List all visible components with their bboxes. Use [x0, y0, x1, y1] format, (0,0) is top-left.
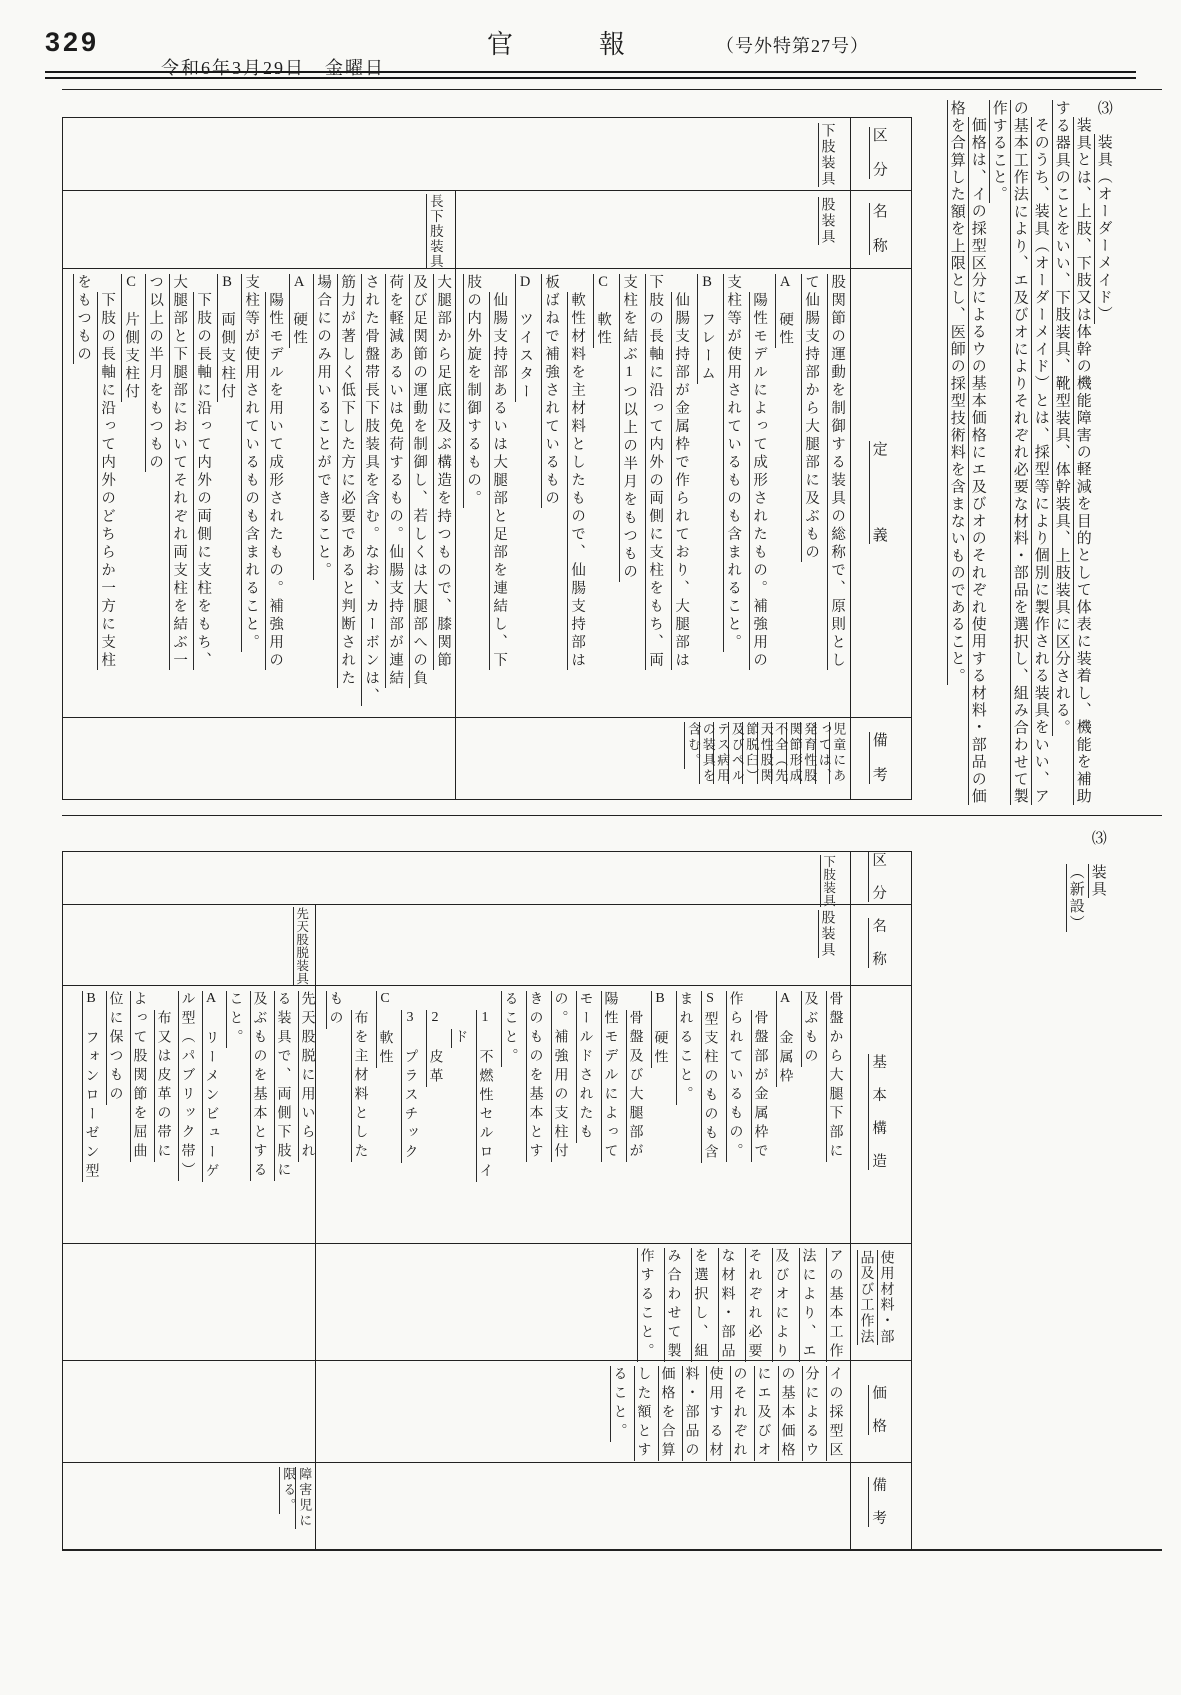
t1-row1-teigi-line	[542, 274, 560, 508]
t1-row1-biko-text: 児童にあ	[831, 722, 847, 784]
t1-line-h3	[62, 717, 912, 718]
masthead-weekday: 金曜日	[325, 58, 385, 78]
t1-row1-teigi-text: 支柱を結ぶ1つ以上の半月をもつもの	[621, 274, 638, 582]
ordermade-intro-line	[989, 100, 1008, 203]
t1-row1-biko-line	[729, 722, 745, 784]
t1-row1-teigi-text: 仙腸支持部あるいは大腿部と足部を連結し、下	[491, 292, 508, 670]
t2-row1-kihon-line	[326, 991, 344, 1029]
t1-row2-teigi-text: 陽性モデルを用いて成形されたもの。補強用の	[267, 292, 284, 670]
page-number: 329	[45, 27, 100, 57]
ordermade-intro-text: そのうち、装具（オーダーメイド）とは、採型等により個別に製作される装具をいい、ア	[1032, 117, 1049, 806]
t2-row1-kihon-line	[551, 991, 569, 1162]
t2-row1-kihon-line	[401, 991, 419, 1163]
t2-row2-kihon-text: 先天股脱に用いられ	[299, 991, 315, 1162]
t1-header-meisho-text: 名 称	[870, 203, 887, 255]
t2-line-h2	[62, 985, 912, 986]
t1-row2-teigi-line	[74, 274, 92, 364]
t1-row1-biko-text: 関節形成	[787, 722, 803, 784]
t2-header-biko-text: 備 考	[870, 1477, 887, 1527]
t2-row2-kihon-line	[106, 991, 124, 1105]
t1-row2-teigi-line	[122, 274, 140, 402]
ordermade-intro-text: 格を合算した額を上限とし、医師の採型技術料を含まないものであること。	[948, 100, 965, 685]
t1-header-kubun-text: 区 分	[870, 127, 887, 179]
t2-row1-kihon-text: 布を主材料とした	[352, 1010, 368, 1162]
t1-header-teigi-line	[869, 441, 888, 544]
shinsetsu-heading-line	[1066, 830, 1085, 932]
t2-header-zairyo-line	[877, 1250, 895, 1345]
t1-row1-teigi-text: A 硬性	[777, 274, 794, 348]
t2-row1-kihon-line	[526, 991, 544, 1162]
t2-row1-kihon-text: まれること。	[677, 991, 693, 1105]
shinsetsu-heading-text: 装具	[1089, 864, 1106, 898]
t1-header-biko-line	[869, 732, 888, 784]
t2-line-header-col	[850, 851, 851, 1550]
t1-row1-teigi-text: 板ばねで補強されているもの	[543, 274, 560, 508]
t1-row1-biko-text: テス病用	[715, 722, 731, 784]
t1-row1-teigi-text: 肢の内外旋を制御するもの。	[465, 274, 482, 508]
t2-row1-kakaku-text: ること。	[611, 1366, 627, 1442]
t2-row1-zairyo-line	[691, 1248, 709, 1362]
t2-row1-kihon-line	[801, 991, 819, 1067]
t2-row1-name-line	[818, 910, 836, 958]
t1-kubun-value-text: 下肢装具	[819, 123, 835, 187]
t2-row2-biko-text: 障害児に	[297, 1467, 313, 1529]
t2-row2-kihon-line	[226, 991, 244, 1048]
t1-row2-teigi-line	[386, 274, 404, 688]
t1-row1-biko-line	[685, 722, 701, 769]
t1-row1-teigi-line	[828, 274, 846, 670]
t2-row2-kihon-line	[202, 991, 220, 1182]
ordermade-intro-text: 装具（オーダーメイド）	[1095, 134, 1112, 324]
t1-row1-teigi-line	[464, 274, 482, 508]
t1-row2-teigi-line	[362, 274, 380, 706]
t1-row1-teigi-line	[672, 274, 690, 670]
t2-row2-name-text: 先天股脱装具	[294, 907, 309, 985]
t2-row1-kakaku-text: 使用する材	[707, 1366, 723, 1461]
t2-row1-kakaku-line	[658, 1366, 676, 1461]
t2-line-h3	[62, 1243, 912, 1244]
t1-row1-biko-text: 発育性股	[802, 722, 818, 784]
t2-row1-kihon-line	[376, 991, 394, 1068]
ordermade-intro-line	[947, 100, 966, 685]
t1-row1-teigi-text: B フレーム	[699, 274, 716, 384]
t2-row1-kihon-text: A 金属枠	[777, 991, 793, 1087]
t2-header-biko-line	[869, 1477, 887, 1527]
t2-line-h5	[62, 1462, 912, 1463]
t2-row1-zairyo-text: それぞれ必要	[746, 1248, 762, 1362]
t1-row1-teigi-line	[750, 274, 768, 670]
t2-row1-kihon-text: 骨盤及び大腿部が	[627, 1010, 643, 1162]
t2-row1-zairyo-text: 及びオにより	[773, 1248, 789, 1362]
t2-row2-kihon-line	[274, 991, 292, 1181]
t2-row1-kihon-line	[351, 991, 369, 1162]
t1-row1-biko-text: 天性股関	[758, 722, 774, 784]
t1-row2-name-text: 長下肢装具	[427, 194, 443, 269]
t1-row2-teigi-text: 場合にのみ用いることができること。	[315, 274, 332, 580]
t2-row1-kihon-line	[501, 991, 519, 1067]
t2-kubun-value-line	[820, 855, 836, 907]
t2-row2-kihon-text: 及ぶものを基本とする	[251, 991, 267, 1181]
t1-row1-teigi-text: D ツイスター	[517, 274, 534, 402]
t1-kubun-value-line	[818, 123, 836, 187]
t2-row2-kihon-text: 位に保つもの	[107, 991, 123, 1105]
t2-row1-kihon-text: 3 プラスチック	[402, 1010, 418, 1163]
t2-row1-kakaku-line	[706, 1366, 724, 1461]
t2-row1-zairyo-text: アの基本工作	[827, 1248, 843, 1362]
ordermade-intro-text: する器具のことをいい、下肢装具、靴型装具、体幹装具、上肢装具に区分される。	[1053, 100, 1070, 737]
t1-line-h2	[62, 268, 912, 269]
t1-row2-teigi-line	[314, 274, 332, 580]
t1-line-header-col	[850, 117, 851, 800]
t2-row1-kihon-line	[426, 991, 444, 1087]
t2-row1-kakaku-text: 料・部品の	[683, 1366, 699, 1461]
t1-row2-teigi-text: 下肢の長軸に沿って内外のどちらか一方に支柱	[99, 292, 116, 670]
t1-row1-teigi-line	[802, 274, 820, 562]
t2-row1-zairyo-line	[772, 1248, 790, 1362]
t1-row2-teigi-text: 大腿部から足底に及ぶ構造を持つもので、膝関節	[435, 274, 452, 670]
t1-row1-teigi-line	[646, 274, 664, 670]
t1-row1-biko-line	[801, 722, 817, 784]
ordermade-intro-line	[1052, 100, 1071, 736]
t1-row1-biko-text: 及びペル	[729, 722, 745, 784]
t2-row2-kihon-text: B フォンローゼン型	[83, 991, 99, 1182]
t1-row2-teigi-text: B 両側支柱付	[219, 274, 236, 402]
t2-row1-zairyo-line	[799, 1248, 817, 1362]
t2-row1-kihon-text: 2 皮革	[427, 1010, 443, 1087]
t2-row2-kihon-line	[154, 991, 172, 1162]
t1-row1-biko-line	[714, 722, 730, 784]
t2-row1-kakaku-text: 価格を合算	[659, 1366, 675, 1461]
t2-row1-kakaku-line	[730, 1366, 748, 1461]
t1-row1-teigi-text: て仙腸支持部から大腿部に及ぶもの	[803, 274, 820, 562]
t1-row1-teigi-text: 陽性モデルによって成形されたもの。補強用の	[751, 292, 768, 670]
t1-row2-teigi-line	[338, 274, 356, 688]
t2-row1-kihon-text: C 軟性	[377, 991, 393, 1068]
t2-row2-kihon-line	[82, 991, 100, 1182]
t2-row1-zairyo-line	[664, 1248, 682, 1362]
t1-row1-biko-line	[787, 722, 803, 784]
t2-header-meisho-text: 名 称	[870, 918, 887, 968]
t1-row1-teigi-text: 軟性材料を主材料としたもので、仙腸支持部は	[569, 292, 586, 670]
t1-row2-teigi-line	[194, 274, 212, 670]
t2-row2-kihon-text: よって股関節を屈曲	[131, 991, 147, 1162]
t2-row1-kihon-text: 骨盤部が金属枠で	[752, 1010, 768, 1162]
masthead-date-text: 令和6年3月29日	[161, 58, 305, 78]
t1-row2-teigi-line	[266, 274, 284, 670]
t1-row1-biko-line	[772, 722, 788, 784]
t2-header-zairyo-line	[857, 1250, 875, 1345]
ordermade-intro-line	[1073, 100, 1092, 805]
t2-header-kubun-text: 区 分	[870, 852, 887, 902]
t2-row1-kihon-text: 骨盤から大腿下部に	[827, 991, 843, 1162]
t2-row1-zairyo-text: み合わせて製	[665, 1248, 681, 1362]
t2-row1-zairyo-line	[826, 1248, 844, 1362]
t2-header-zairyo-text: 使用材料・部	[878, 1250, 894, 1345]
t1-row1-biko-text: 含む。	[686, 722, 702, 769]
t1-row1-teigi-line	[698, 274, 716, 384]
shinsetsu-heading-prefix: ⑶	[1089, 830, 1106, 864]
ordermade-intro-line	[968, 100, 987, 805]
t2-row1-kakaku-line	[754, 1366, 772, 1461]
t2-row1-kakaku-line	[802, 1366, 820, 1461]
t2-row1-kakaku-text: した額とす	[635, 1366, 651, 1461]
t2-line-h1	[62, 904, 912, 905]
t1-row1-teigi-text: 支柱等が使用されているものも含まれること。	[725, 274, 742, 652]
t2-header-kubun-line	[869, 852, 887, 902]
t2-kubun-value-text: 下肢装具	[821, 855, 836, 907]
t1-row1-biko-text: の装具を	[700, 722, 716, 784]
t1-row2-teigi-line	[146, 274, 164, 472]
t2-row2-kihon-text: A リーメンビューゲ	[203, 991, 219, 1182]
t1-row1-teigi-line	[620, 274, 638, 582]
t2-row1-zairyo-text: な材料・部品	[719, 1248, 735, 1362]
t2-row2-biko-line	[296, 1467, 312, 1529]
t1-row1-biko-text: っては、	[816, 722, 832, 784]
t1-row1-teigi-line	[490, 274, 508, 670]
t1-row2-teigi-line	[410, 274, 428, 688]
t2-row2-kihon-line	[130, 991, 148, 1162]
t2-row1-kihon-text: 作られているもの。	[727, 991, 743, 1162]
t2-header-kihon-line	[869, 1054, 887, 1170]
t2-row1-kihon-text: 及ぶもの	[802, 991, 818, 1067]
t2-row1-kihon-text: S型支柱のものも含	[702, 991, 718, 1163]
t1-row1-teigi-line	[568, 274, 586, 670]
t2-row1-kihon-line	[626, 991, 644, 1162]
t2-row1-kakaku-line	[826, 1366, 844, 1461]
t2-row1-kihon-text: きのものを基本とす	[527, 991, 543, 1162]
t1-row2-teigi-line	[98, 274, 116, 670]
t2-row1-kihon-line	[676, 991, 694, 1105]
t1-header-teigi-text: 定 義	[870, 441, 887, 545]
t2-header-kihon-text: 基 本 構 造	[870, 1054, 887, 1170]
t1-row1-biko-line	[758, 722, 774, 784]
t1-row2-teigi-line	[434, 274, 452, 670]
ordermade-intro-line	[1031, 100, 1050, 805]
t1-row2-teigi-text: 筋力が著しく低下した方に必要であると判断された	[339, 274, 356, 688]
t2-row2-kihon-text: こと。	[227, 991, 243, 1048]
t2-row1-kihon-text: の。補強用の支柱付	[552, 991, 568, 1162]
t2-row1-zairyo-text: 法により、エ	[800, 1248, 816, 1362]
t1-row2-teigi-text: 及び足関節の運動を制御し、若しくは大腿部への負	[411, 274, 428, 688]
gazette-title: 官報	[487, 30, 712, 59]
t2-row1-kakaku-text: のそれぞれ	[731, 1366, 747, 1461]
t2-row1-kihon-text: 陽性モデルによって	[602, 991, 618, 1162]
t1-row1-teigi-line	[724, 274, 742, 652]
t2-row1-kihon-line	[701, 991, 719, 1163]
t2-row1-name-text: 股装具	[819, 910, 835, 958]
t1-row1-name-text: 股装具	[819, 197, 835, 245]
t1-row2-teigi-text: C 片側支柱付	[123, 274, 140, 402]
t2-header-kakaku-line	[869, 1385, 887, 1435]
t2-row1-kakaku-text: の基本価格	[779, 1366, 795, 1461]
t2-row1-kakaku-text: 分によるウ	[803, 1366, 819, 1461]
t2-row2-biko-text: 限る。	[281, 1467, 297, 1514]
t1-row1-teigi-line	[516, 274, 534, 402]
masthead-double-rule	[45, 71, 1136, 79]
t1-row2-teigi-line	[170, 274, 188, 670]
shinsetsu-heading-line	[1088, 830, 1107, 898]
t1-row1-teigi-line	[594, 274, 612, 348]
frame-top-rule	[62, 89, 1162, 90]
t2-row1-kakaku-text: イの採型区	[827, 1366, 843, 1461]
t1-row2-teigi-text: された骨盤帯長下肢装具を含む。なお、カーボンは、	[363, 274, 380, 706]
t2-row1-zairyo-line	[718, 1248, 736, 1362]
t1-row1-biko-line	[743, 722, 759, 784]
t2-row1-zairyo-line	[745, 1248, 763, 1362]
t2-row1-kihon-text: もの	[327, 991, 343, 1029]
t2-row1-kakaku-line	[682, 1366, 700, 1461]
t1-row1-teigi-text: 股関節の運動を制御する装具の総称で、原則とし	[829, 274, 846, 670]
t1-row2-teigi-text: つ以上の半月をもつもの	[147, 274, 164, 472]
t1-header-biko-text: 備 考	[870, 732, 887, 784]
t2-row2-biko-line	[280, 1467, 296, 1514]
t2-header-meisho-line	[869, 918, 887, 968]
t1-row2-teigi-text: 大腿部と下腿部においてそれぞれ両支柱を結ぶ一	[171, 274, 188, 670]
ordermade-intro-line	[1094, 100, 1113, 324]
t2-row1-kakaku-line	[634, 1366, 652, 1461]
t1-row2-teigi-line	[242, 274, 260, 652]
t2-row1-zairyo-text: 作すること。	[638, 1248, 654, 1362]
t2-row2-kihon-text: る装具で、両側下肢に	[275, 991, 291, 1181]
t2-header-zairyo-text: 品及び工作法	[858, 1250, 874, 1345]
t2-row1-kakaku-line	[778, 1366, 796, 1461]
t2-row1-kihon-text: ること。	[502, 991, 518, 1067]
t2-row1-kihon-line	[576, 991, 594, 1143]
t2-row1-zairyo-line	[637, 1248, 655, 1362]
t1-row2-teigi-text: 下肢の長軸に沿って内外の両側に支柱をもち、	[195, 292, 212, 670]
t1-header-kubun-line	[869, 127, 888, 179]
t1-row2-teigi-text: をもつもの	[75, 274, 92, 364]
t1-row1-name-line	[818, 197, 836, 245]
t1-row1-teigi-text: 仙腸支持部が金属枠で作られており、大腿部は	[673, 292, 690, 670]
t2-row2-kihon-line	[178, 991, 196, 1181]
t2-row1-kihon-line	[751, 991, 769, 1162]
t2-row1-kihon-line	[776, 991, 794, 1087]
issue-number: （号外特第27号）	[716, 36, 869, 56]
t1-row1-teigi-line	[776, 274, 794, 348]
ordermade-intro-text: 作すること。	[990, 100, 1007, 204]
t1-row2-teigi-text: 荷を軽減あるいは免荷するもの。仙腸支持部が連結	[387, 274, 404, 688]
t2-row1-kihon-text: ド	[452, 1029, 468, 1048]
t2-row1-kihon-text: B 硬性	[652, 991, 668, 1068]
table-ordermade	[62, 117, 912, 800]
t1-row1-biko-text: 節脱臼）	[744, 722, 760, 784]
t1-row2-teigi-text: A 硬性	[291, 274, 308, 348]
t1-row1-teigi-text: C 軟性	[595, 274, 612, 348]
t1-row1-biko-line	[830, 722, 846, 784]
ordermade-intro-line	[1010, 100, 1029, 805]
t2-row1-kihon-line	[826, 991, 844, 1162]
ordermade-intro-prefix: ⑶	[1095, 100, 1112, 135]
masthead-date	[135, 33, 385, 101]
t2-header-kakaku-text: 価 格	[870, 1385, 887, 1435]
t2-row2-name-line	[293, 907, 309, 985]
t1-row2-name-line	[426, 194, 443, 269]
t2-row1-kihon-line	[651, 991, 669, 1068]
t1-line-row-divider	[455, 190, 456, 800]
t1-row2-teigi-text: 支柱等が使用されているものも含まれること。	[243, 274, 260, 652]
t2-row2-kihon-line	[298, 991, 316, 1162]
t1-row1-biko-line	[700, 722, 716, 784]
t2-row1-kihon-line	[726, 991, 744, 1162]
t2-row1-kakaku-line	[610, 1366, 628, 1442]
t2-row1-kihon-line	[601, 991, 619, 1162]
t1-row1-biko-line	[816, 722, 832, 784]
t2-row2-kihon-text: ル型（パブリック帯）	[179, 991, 195, 1181]
t2-row1-kihon-line	[451, 991, 469, 1048]
t1-row1-teigi-text: 下肢の長軸に沿って内外の両側に支柱をもち、両	[647, 274, 664, 670]
shinsetsu-heading-text: （新設）	[1067, 864, 1084, 932]
t2-row1-kihon-text: モールドされたも	[577, 991, 593, 1143]
t2-row1-kihon-text: 1 不燃性セルロイ	[477, 1010, 493, 1182]
t2-row2-kihon-text: 布又は皮革の帯に	[155, 1010, 171, 1162]
ordermade-intro-text: 装具とは、上肢、下肢又は体幹の機能障害の軽減を目的として体表に装着し、機能を補助	[1074, 117, 1091, 806]
t2-row1-zairyo-text: を選択し、組	[692, 1248, 708, 1362]
t2-row1-kakaku-text: にエ及びオ	[755, 1366, 771, 1461]
section-divider-rule	[62, 815, 1162, 816]
t1-row1-biko-text: 不全（先	[773, 722, 789, 784]
t1-header-meisho-line	[869, 203, 888, 255]
t1-row2-teigi-line	[290, 274, 308, 348]
ordermade-intro-text: の基本工作法により、エ及びオによりそれぞれ必要な材料・部品を選択し、組み合わせて製	[1011, 100, 1028, 806]
t1-line-h1	[62, 190, 912, 191]
ordermade-intro-text: 価格は、イの採型区分によるウの基本価格にエ及びオのそれぞれ使用する材料・部品の価	[969, 117, 986, 806]
t2-row2-kihon-line	[250, 991, 268, 1181]
t1-row2-teigi-line	[218, 274, 236, 402]
t2-row1-kihon-line	[476, 991, 494, 1182]
